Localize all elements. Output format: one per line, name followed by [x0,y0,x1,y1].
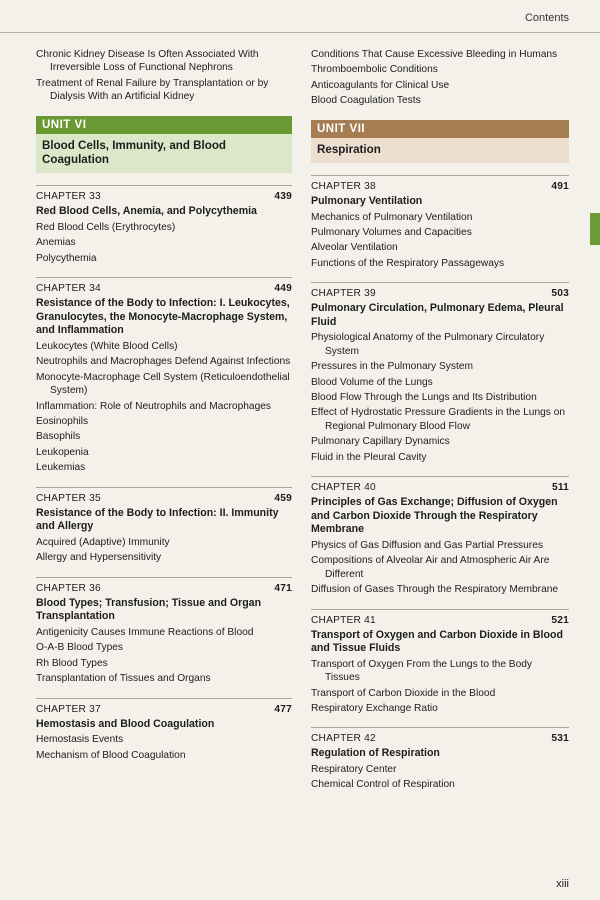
toc-entry: Blood Volume of the Lungs [311,376,433,388]
left-column [36,48,292,764]
toc-entry: Physiological Anatomy of the Pulmonary Circulatory System [311,332,545,357]
toc-entry: Hemostasis Events [36,734,124,746]
chapter-label: CHAPTER 35 [36,492,101,504]
toc-entry: Respiratory Center [311,763,397,775]
chapter-title: Resistance of the Body to Infection: II. Immunity and Allergy [36,506,279,533]
toc-entry: Monocyte-Macrophage Cell System (Reticuloendothelial System) [36,371,290,397]
chapter-heading [36,698,292,715]
toc-entry: O-A-B Blood Types [36,642,124,654]
toc-entry: Effect of Hydrostatic Pressure Gradients in the Lungs on Regional Pulmonary Blood Flow [311,407,566,432]
chapter-page: 521 [551,614,569,626]
chapter-page: 471 [274,582,292,594]
toc-entry: Leukocytes (White Blood Cells) [36,341,178,353]
unit-title: Blood Cells, Immunity, and Blood Coagulation [36,134,292,174]
toc-entry: Mechanics of Pulmonary Ventilation [311,211,473,223]
chapter-label: CHAPTER 33 [36,191,101,203]
toc-entry: Compositions of Alveolar Air and Atmospheric Air Are Different [311,555,550,580]
toc-entry: Rh Blood Types [36,657,108,669]
chapter-heading [311,727,569,744]
toc-entry: Pressures in the Pulmonary System [311,361,473,373]
chapter-heading [36,487,292,504]
chapter-title: Red Blood Cells, Anemia, and Polycythemia [36,205,257,218]
header-rule [0,32,600,33]
toc-entry: Mechanism of Blood Coagulation [36,749,186,761]
chapter-page: 477 [274,703,292,715]
chapter-title: Regulation of Respiration [311,747,440,760]
chapter-page: 511 [551,482,569,494]
right-column [311,48,569,794]
toc-entry: Blood Coagulation Tests [311,95,421,107]
chapter-heading [36,577,292,594]
chapter-label: CHAPTER 38 [311,181,376,193]
chapter-label: CHAPTER 40 [311,482,376,494]
unit-label: UNIT VI [36,116,292,134]
toc-entry: Leukemias [36,462,86,474]
chapter-label: CHAPTER 34 [36,283,101,295]
running-header: Contents [524,12,569,24]
toc-entry: Anticoagulants for Clinical Use [311,79,450,91]
chapter-page: 459 [274,492,292,504]
toc-entry: Pulmonary Capillary Dynamics [311,436,450,448]
chapter-heading [311,282,569,299]
chapter-page: 439 [274,191,292,203]
chapter-heading [311,175,569,192]
toc-entry: Conditions That Cause Excessive Bleeding in Humans [311,49,558,60]
chapter-label: CHAPTER 37 [36,703,101,715]
toc-entry: Physics of Gas Diffusion and Gas Partial Pressures [311,539,543,551]
chapter-heading [36,185,292,202]
chapter-page: 491 [551,181,569,193]
toc-entry: Antigenicity Causes Immune Reactions of Blood [36,626,254,638]
toc-entry: Polycythemia [36,252,97,264]
chapter-page: 531 [551,733,569,745]
toc-entry: Diffusion of Gases Through the Respiratory Membrane [311,584,559,596]
toc-entry: Transport of Carbon Dioxide in the Blood [311,687,496,699]
page-number: xiii [556,878,569,890]
chapter-label: CHAPTER 39 [311,288,376,300]
toc-entry: Eosinophils [36,416,89,428]
toc-entry: Allergy and Hypersensitivity [36,552,162,564]
chapter-label: CHAPTER 41 [311,614,376,626]
toc-entry: Transport of Oxygen From the Lungs to the Body Tissues [311,658,533,684]
chapter-label: CHAPTER 36 [36,582,101,594]
toc-entry: Transplantation of Tissues and Organs [36,673,211,685]
toc-entry: Thromboembolic Conditions [311,64,438,76]
toc-entry: Leukopenia [36,446,89,458]
chapter-title: Pulmonary Circulation, Pulmonary Edema, Pleural Fluid [311,302,564,328]
toc-entry: Inflammation: Role of Neutrophils and Macrophages [36,400,272,412]
chapter-page: 449 [274,283,292,295]
chapter-heading [36,277,292,294]
chapter-page: 503 [551,288,569,300]
chapter-title: Transport of Oxygen and Carbon Dioxide in Blood and Tissue Fluids [311,628,563,655]
unit-title: Respiration [311,138,569,163]
toc-entry: Acquired (Adaptive) Immunity [36,536,170,548]
chapter-title: Hemostasis and Blood Coagulation [36,717,215,730]
toc-entry: Respiratory Exchange Ratio [311,702,438,714]
toc-entry: Alveolar Ventilation [311,242,398,254]
chapter-heading [311,476,569,493]
chapter-title: Blood Types; Transfusion; Tissue and Organ Transplantation [36,596,262,623]
chapter-label: CHAPTER 42 [311,733,376,745]
chapter-title: Resistance of the Body to Infection: I. Leukocytes, Granulocytes, the Monocyte-Macrophage System, and Inflammation [36,297,290,337]
section-edge-tab [590,213,600,245]
toc-entry: Blood Flow Through the Lungs and Its Distribution [311,392,537,404]
toc-entry: Neutrophils and Macrophages Defend Against Infections [36,356,291,368]
toc-entry: Functions of the Respiratory Passageways [311,257,505,269]
toc-entry: Fluid in the Pleural Cavity [311,451,427,463]
toc-entry: Anemias [36,237,76,249]
toc-entry: Red Blood Cells (Erythrocytes) [36,222,176,234]
unit-label: UNIT VII [311,120,569,138]
chapter-title: Principles of Gas Exchange; Diffusion of Oxygen and Carbon Dioxide Through the Respiratory Membrane [311,496,558,536]
toc-entry: Chemical Control of Respiration [311,779,455,791]
toc-entry: Treatment of Renal Failure by Transplantation or by Dialysis With an Artificial Kidney [36,77,269,103]
chapter-heading [311,609,569,626]
toc-entry: Pulmonary Volumes and Capacities [311,227,472,239]
toc-entry: Basophils [36,431,81,443]
toc-entry: Chronic Kidney Disease Is Often Associated With Irreversible Loss of Functional Nephrons [36,49,259,74]
chapter-title: Pulmonary Ventilation [311,195,423,208]
